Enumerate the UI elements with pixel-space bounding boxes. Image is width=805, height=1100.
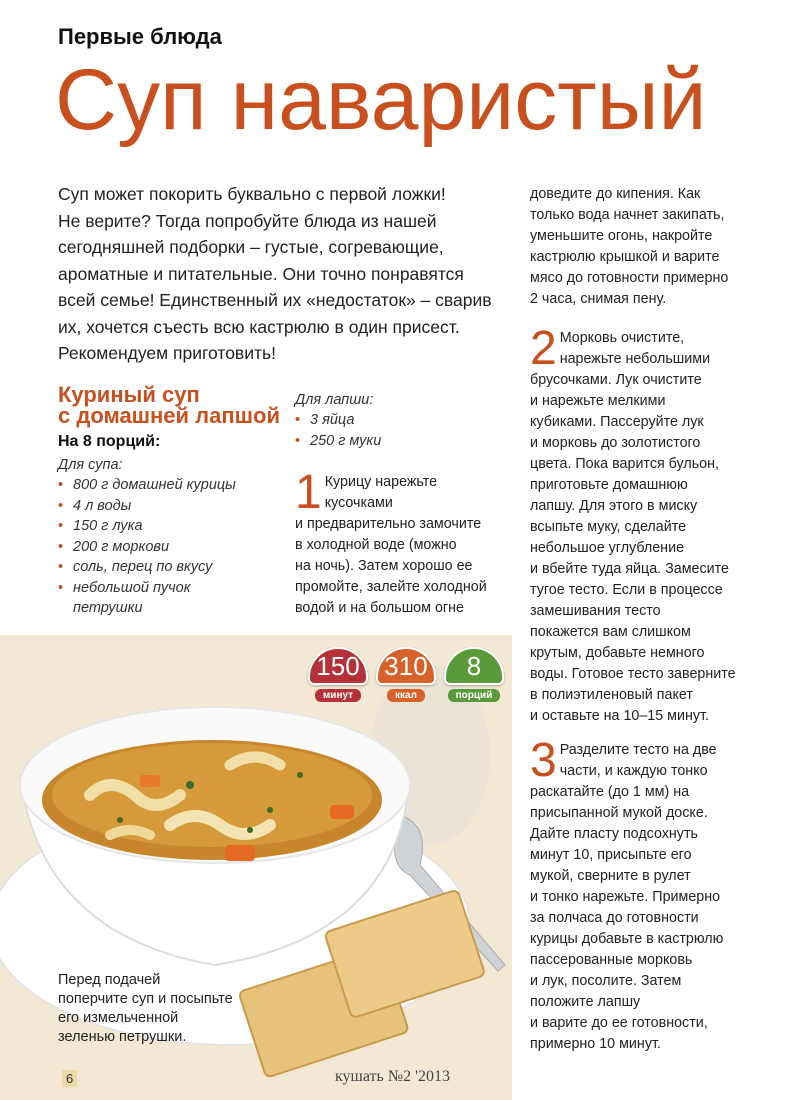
step-line: промойте, залейте холодной [295,579,487,595]
step-line: Курицу нарежьте [324,474,438,490]
step-line: и предварительно замочите [295,516,482,532]
step-line: небольшое углубление [530,540,685,556]
step-line: Разделите тесто на две [559,742,717,758]
step-line: и тонко нарежьте. Примерно [530,889,721,905]
step-line: Дайте пласту подсохнуть [530,826,698,842]
step-line: в холодной воде (можно [295,537,457,553]
intro-line: их, хочется съесть всю кастрюлю в один присест. [58,316,460,337]
step-line: лапшу. Для этого в миску [530,498,698,514]
intro-line: всей семье! Единственный их «недостаток» – сварив [58,290,492,310]
badge-label: ккал [387,689,425,702]
step-line: цвета. Пока варится бульон, [530,456,719,472]
ingredient-item: • 200 г моркови [58,537,273,558]
magazine-footer: кушать №2 '2013 [335,1068,450,1085]
caption-line: поперчите суп и посыпьте [58,991,233,1007]
soup-ingredients-block [58,455,273,619]
step-line: за полчаса до готовности [530,910,699,926]
soup-label: Для супа: [58,457,123,473]
calories-badge [376,647,436,703]
intro-line: сегодняшней подборки – густые, согревающие, [58,237,444,257]
step-1-continued [530,184,755,310]
step-line: пассерованные морковь [530,952,693,968]
recipe-title [58,384,280,426]
step-line: примерно 10 минут. [530,1036,661,1052]
step-line: только вода начнет закипать, [530,207,725,223]
step-line: водой и на большом огне [295,600,464,616]
servings-label: На 8 порций: [58,433,161,450]
photo-caption [58,971,258,1047]
step-line: и нарежьте мелкими [530,393,666,409]
step-line: Морковь очистите, [559,330,685,346]
step-line: кусочками [324,495,393,511]
step-line: кубиками. Пассеруйте лук [530,414,704,430]
step-line: нарежьте небольшими [559,351,711,367]
time-badge [308,647,368,703]
step-line: воды. Готовое тесто заверните [530,666,736,682]
noodle-ingredients-block [295,390,495,451]
step-line: положите лапшу [530,994,641,1010]
step-line: и морковь до золотистого [530,435,701,451]
step-line: доведите до кипения. Как [530,186,701,202]
step-line: минут 10, присыпьте его [530,847,692,863]
step-line: кастрюлю крышкой и варите [530,249,720,265]
step-line: и лук, посолите. Затем [530,973,682,989]
recipe-badges [308,647,504,703]
ingredient-item: • 4 л воды [58,496,273,517]
step-line: мясо до готовности примерно [530,270,729,286]
step-line: в полиэтиленовый пакет [530,687,693,703]
ingredient-item: • 150 г лука [58,516,273,537]
step-line: раскатайте (до 1 мм) на [530,784,690,800]
badge-label: порций [448,689,501,702]
ingredient-item: • 800 г домашней курицы [58,475,273,496]
step-2 [530,322,760,727]
step-line: и варите до ее готовности, [530,1015,708,1031]
badge-label: минут [315,689,361,702]
step-number: 1 [295,466,322,519]
intro-line: ароматные и питательные. Они точно понравятся [58,263,464,284]
step-line: части, и каждую тонко [559,763,708,779]
step-line: уменьшите огонь, накройте [530,228,713,244]
step-number: 2 [530,322,557,375]
page-title: Суп наваристый [55,52,707,148]
step-line: мукой, сверните в рулет [530,868,691,884]
servings-badge [444,647,504,703]
caption-line: Перед подачей [58,972,161,988]
step-line: и вбейте туда яйца. Замесите [530,561,729,577]
caption-line: его измельченной [58,1010,179,1026]
ingredient-item: • небольшой пучок [58,578,273,599]
noodle-label: Для лапши: [295,392,374,408]
recipe-title-line: с домашней лапшой [58,403,280,428]
intro-paragraph [58,181,518,367]
ingredient-item: • 250 г муки [295,431,495,452]
step-line: и оставьте на 10–15 минут. [530,708,709,724]
step-line: 2 часа, снимая пену. [530,291,667,307]
step-line: крутым, добавьте немного [530,645,705,661]
intro-line: Не верите? Тогда попробуйте блюда из нашей [58,210,437,231]
badge-value: 310 [376,647,436,685]
intro-line: Рекомендуем приготовить! [58,343,276,363]
step-line: тугое тесто. Если в процессе [530,582,723,598]
caption-line: зеленью петрушки. [58,1029,187,1045]
step-line: на ночь). Затем хорошо ее [295,558,473,574]
ingredient-item: • 3 яйца [295,410,495,431]
noodle-ingredient-list [295,410,495,451]
step-line: брусочками. Лук очистите [530,372,702,388]
step-line: присыпанной мукой доске. [530,805,708,821]
page-number: 6 [62,1070,77,1087]
badge-value: 150 [308,647,368,685]
step-line: замешивания тесто [530,603,661,619]
section-heading: Первые блюда [58,24,222,49]
badge-value: 8 [444,647,504,685]
step-line: курицы добавьте в кастрюлю [530,931,724,947]
step-line: всыпьте муку, сделайте [530,519,687,535]
recipe-title-line: Куриный суп [58,382,200,407]
step-1 [295,466,500,619]
step-3 [530,734,760,1055]
ingredient-item: • соль, перец по вкусу [58,557,273,578]
ingredient-item-continued: петрушки [73,600,143,616]
step-line: покажется вам слишком [530,624,691,640]
step-line: приготовьте домашнюю [530,477,688,493]
step-number: 3 [530,734,557,787]
soup-ingredient-list [58,475,273,619]
intro-line: Суп может покорить буквально с первой ложки! [58,184,446,204]
